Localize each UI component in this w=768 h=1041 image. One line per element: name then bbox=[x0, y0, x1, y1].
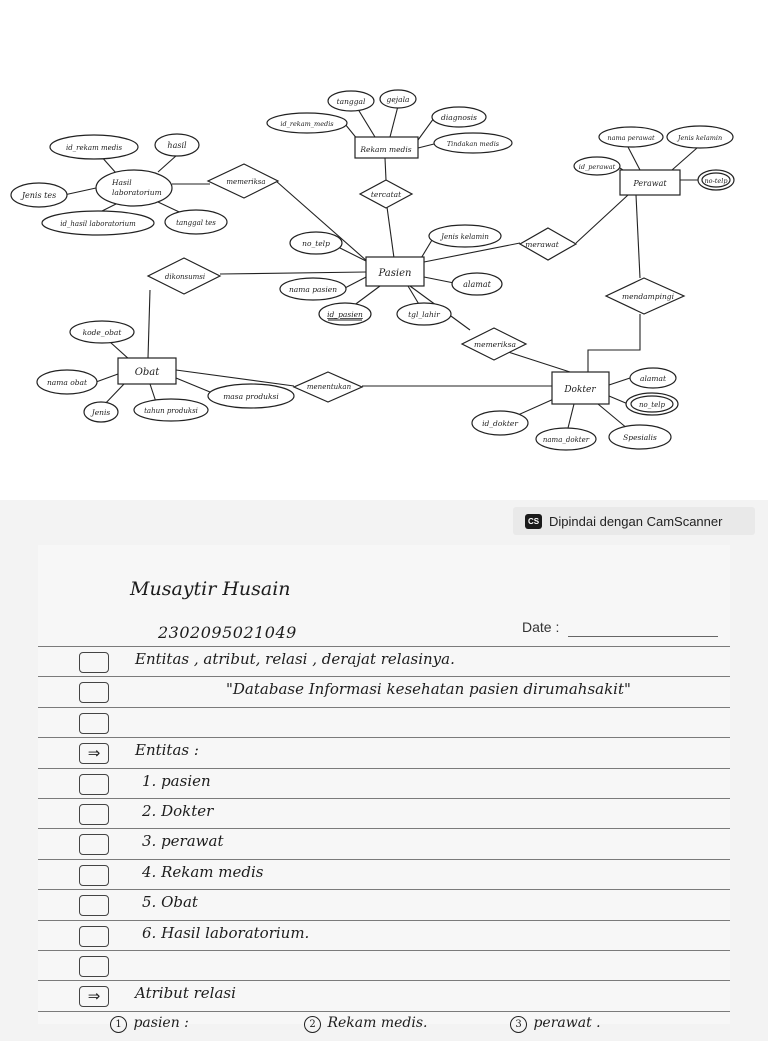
note-row-entity bbox=[38, 890, 730, 920]
checkbox bbox=[79, 804, 109, 825]
svg-text:Obat: Obat bbox=[134, 367, 160, 378]
svg-text:masa produksi: masa produksi bbox=[223, 392, 279, 401]
svg-text:no_telp: no_telp bbox=[639, 401, 665, 409]
relation-merawat bbox=[520, 228, 576, 260]
checkbox bbox=[79, 956, 109, 977]
attr-id-perawat bbox=[574, 157, 620, 175]
attr-no-telp-pasien bbox=[290, 232, 342, 254]
entity-pasien bbox=[366, 257, 424, 286]
attr-id-dokter bbox=[472, 411, 528, 435]
entity-dokter bbox=[552, 372, 609, 404]
attr-no-telp-perawat bbox=[698, 170, 734, 190]
svg-text:Perawat: Perawat bbox=[633, 179, 667, 188]
camscanner-logo-icon: CS bbox=[525, 514, 542, 529]
subtitle-text: "Database Informasi kesehatan pasien dirumahsakit" bbox=[226, 680, 631, 699]
svg-text:memeriksa: memeriksa bbox=[474, 340, 516, 349]
note-row-entity bbox=[38, 769, 730, 799]
svg-text:Jenis kelamin: Jenis kelamin bbox=[441, 233, 489, 241]
svg-text:mendampingi: mendampingi bbox=[622, 292, 674, 301]
note-row-entitas-label bbox=[38, 738, 730, 768]
attr-tanggal bbox=[328, 91, 374, 111]
note-row-entity bbox=[38, 921, 730, 951]
attr-jenis-obat bbox=[84, 402, 118, 422]
attr-nama-perawat bbox=[599, 127, 663, 147]
svg-text:id_perawat: id_perawat bbox=[578, 163, 616, 171]
relation-menentukan bbox=[294, 372, 362, 402]
svg-text:tanggal: tanggal bbox=[336, 97, 366, 106]
checkbox bbox=[79, 682, 109, 703]
arrow-icon: ⇒ bbox=[79, 986, 109, 1007]
entity-item: 1. pasien bbox=[142, 771, 211, 790]
attr-hasil bbox=[155, 134, 199, 156]
note-row-attribute-items bbox=[38, 1012, 730, 1041]
svg-text:no_telp: no_telp bbox=[302, 239, 330, 248]
checkbox bbox=[79, 926, 109, 947]
notebook-page-scan bbox=[38, 545, 730, 1031]
number-circle: 3 bbox=[510, 1016, 527, 1033]
note-row-entity bbox=[38, 829, 730, 859]
attr-alamat-pasien bbox=[452, 273, 502, 295]
attr-jenis-kelamin-perawat bbox=[667, 126, 733, 148]
attr-id-hasil-lab bbox=[42, 211, 154, 235]
attr-no-telp-dokter bbox=[626, 393, 678, 415]
svg-text:Dokter: Dokter bbox=[564, 385, 596, 395]
checkbox bbox=[79, 834, 109, 855]
relation-mendampingi bbox=[606, 278, 684, 314]
svg-text:Hasil: Hasil bbox=[112, 178, 132, 187]
svg-text:hasil: hasil bbox=[167, 141, 187, 150]
arrow-icon: ⇒ bbox=[79, 743, 109, 764]
svg-text:memeriksa: memeriksa bbox=[226, 178, 266, 186]
attribute-item: 1 pasien : bbox=[110, 1015, 189, 1033]
attr-diagnosis bbox=[432, 107, 486, 127]
svg-text:id_rekam_medis: id_rekam_medis bbox=[280, 120, 334, 128]
number-circle: 2 bbox=[304, 1016, 321, 1033]
svg-text:Jenis kelamin: Jenis kelamin bbox=[677, 134, 723, 142]
svg-text:Rekam medis: Rekam medis bbox=[360, 145, 412, 154]
note-row-blank bbox=[38, 951, 730, 981]
note-row-entity bbox=[38, 799, 730, 829]
ruled-lines bbox=[38, 646, 730, 1041]
svg-text:gejala: gejala bbox=[386, 95, 410, 104]
camscanner-badge bbox=[513, 507, 755, 535]
svg-text:merawat: merawat bbox=[525, 240, 559, 249]
svg-text:id_hasil laboratorium: id_hasil laboratorium bbox=[60, 220, 136, 228]
svg-text:kode_obat: kode_obat bbox=[82, 328, 122, 337]
checkbox bbox=[79, 895, 109, 916]
entity-item: 2. Dokter bbox=[142, 801, 214, 820]
checkbox bbox=[79, 713, 109, 734]
er-diagram-scan bbox=[0, 0, 768, 500]
relation-memeriksa-lab bbox=[208, 164, 278, 198]
er-diagram bbox=[0, 0, 768, 500]
entity-hasil-laboratorium bbox=[96, 170, 172, 206]
relation-tercatat bbox=[360, 180, 412, 208]
attr-alamat-dokter bbox=[630, 368, 676, 388]
svg-text:alamat: alamat bbox=[640, 374, 666, 383]
note-row-subtitle bbox=[38, 677, 730, 707]
svg-text:id_rekam medis: id_rekam medis bbox=[65, 144, 123, 152]
number-circle: 1 bbox=[110, 1016, 127, 1033]
student-id: 2302095021049 bbox=[158, 623, 297, 642]
svg-text:alamat: alamat bbox=[463, 280, 491, 289]
attribute-item: 2 Rekam medis. bbox=[304, 1015, 427, 1033]
svg-text:Tindakan medis: Tindakan medis bbox=[446, 140, 500, 148]
heading-text: Entitas , atribut, relasi , derajat relasinya. bbox=[135, 650, 455, 668]
svg-text:nama obat: nama obat bbox=[46, 378, 88, 387]
note-row-entity bbox=[38, 860, 730, 890]
camscanner-text: Dipindai dengan CamScanner bbox=[549, 513, 723, 529]
attr-tahun-produksi bbox=[134, 399, 208, 421]
note-row-blank bbox=[38, 708, 730, 738]
attr-nama-dokter bbox=[536, 428, 596, 450]
svg-text:Jenis tes: Jenis tes bbox=[21, 191, 57, 200]
attr-id-pasien bbox=[319, 303, 371, 325]
attr-jenis-kelamin-pasien bbox=[429, 225, 501, 247]
svg-text:nama_dokter: nama_dokter bbox=[542, 436, 590, 444]
svg-text:tahun produksi: tahun produksi bbox=[144, 407, 198, 415]
svg-text:id_dokter: id_dokter bbox=[482, 419, 518, 428]
svg-text:diagnosis: diagnosis bbox=[441, 113, 477, 122]
entity-obat bbox=[118, 358, 176, 384]
checkbox bbox=[79, 774, 109, 795]
svg-text:no-telp: no-telp bbox=[704, 177, 728, 185]
attr-id-rekam-medis-lab bbox=[50, 135, 138, 159]
attr-nama-obat bbox=[37, 370, 97, 394]
relation-dikonsumsi bbox=[148, 258, 220, 294]
attr-gejala bbox=[380, 90, 416, 108]
svg-text:nama pasien: nama pasien bbox=[288, 285, 338, 294]
attr-kode-obat bbox=[70, 321, 134, 343]
svg-text:Jenis: Jenis bbox=[91, 408, 111, 417]
svg-text:laboratorium: laboratorium bbox=[112, 188, 162, 197]
svg-text:dikonsumsi: dikonsumsi bbox=[164, 273, 206, 281]
note-row-heading bbox=[38, 646, 730, 677]
svg-text:tanggal tes: tanggal tes bbox=[176, 219, 216, 227]
attr-tgl-lahir bbox=[397, 303, 451, 325]
attr-tanggal-tes bbox=[165, 210, 227, 234]
svg-text:Pasien: Pasien bbox=[378, 268, 412, 279]
date-underline bbox=[568, 636, 718, 637]
svg-text:menentukan: menentukan bbox=[306, 383, 352, 391]
attribute-item: 3 perawat . bbox=[510, 1015, 601, 1033]
date-label: Date : bbox=[522, 619, 560, 635]
svg-text:id_pasien: id_pasien bbox=[327, 310, 363, 319]
author-name: Musaytir Husain bbox=[130, 578, 291, 600]
entity-item: 3. perawat bbox=[142, 832, 224, 851]
entity-item: 5. Obat bbox=[142, 893, 198, 912]
attr-masa-produksi bbox=[208, 384, 294, 408]
attr-id-rekam-medis bbox=[267, 113, 347, 133]
attr-jenis-tes bbox=[11, 183, 67, 207]
attr-tindakan-medis bbox=[434, 133, 512, 153]
svg-text:tgl_lahir: tgl_lahir bbox=[408, 310, 440, 319]
entity-item: 6. Hasil laboratorium. bbox=[142, 923, 310, 942]
attr-spesialis bbox=[609, 425, 671, 449]
svg-text:nama perawat: nama perawat bbox=[607, 134, 655, 142]
entitas-label: Entitas : bbox=[135, 741, 199, 760]
atribut-label: Atribut relasi bbox=[135, 984, 236, 1003]
attr-nama-pasien bbox=[280, 278, 346, 300]
entity-rekam-medis bbox=[355, 137, 418, 158]
entity-perawat bbox=[620, 170, 680, 195]
checkbox bbox=[79, 865, 109, 886]
note-row-atribut-label bbox=[38, 981, 730, 1011]
svg-text:tercatat: tercatat bbox=[370, 190, 402, 199]
checkbox bbox=[79, 652, 109, 673]
svg-text:Spesialis: Spesialis bbox=[623, 433, 657, 442]
entity-item: 4. Rekam medis bbox=[142, 862, 264, 881]
